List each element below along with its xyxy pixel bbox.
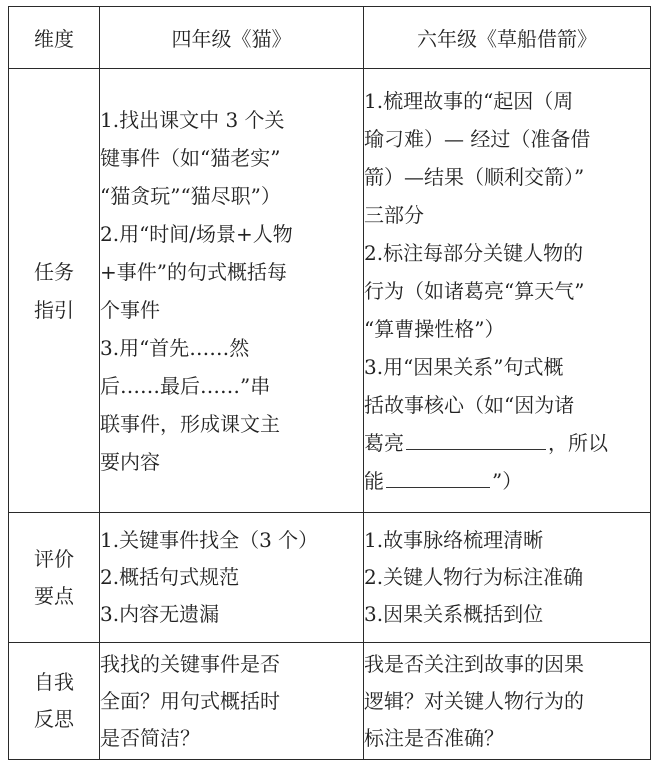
text-line: 1.梳理故事的“起因（周	[364, 88, 574, 113]
reflection-row	[9, 643, 651, 760]
text-line: 三部分	[364, 202, 424, 227]
task-grade4-cell	[100, 69, 364, 513]
evaluation-row	[9, 513, 651, 643]
text-line: 1.关键事件找全（3 个）	[100, 528, 319, 552]
text-line: 个事件	[100, 297, 160, 322]
text-line: 全面？用句式概括时	[100, 688, 280, 713]
evaluation-grade4-cell	[100, 513, 364, 643]
text-line: 键事件（如“猫老实”	[100, 145, 281, 170]
text-line: 2.概括句式规范	[100, 565, 240, 589]
blank-suffix: ”）	[492, 468, 523, 493]
evaluation-grade6-cell	[364, 513, 651, 643]
task-label-line: 指引	[34, 297, 74, 322]
task-label	[9, 69, 100, 513]
reflection-label-line: 自我	[34, 670, 74, 694]
text-line: “猫贪玩”“猫尽职”）	[100, 183, 281, 208]
text-line: 逻辑？对关键人物行为的	[364, 688, 584, 713]
fill-in-blank	[386, 486, 490, 488]
text-line: 我是否关注到故事的因果	[364, 651, 584, 676]
text-line: 2.关键人物行为标注准确	[364, 565, 584, 589]
text-line: 我找的关键事件是否	[100, 651, 280, 676]
fill-in-blank	[406, 448, 546, 450]
text-line: +事件”的句式概括每	[100, 259, 287, 284]
task-label-line: 任务	[34, 259, 74, 284]
text-line: 3.内容无遗漏	[100, 602, 220, 626]
header-row	[9, 7, 651, 69]
text-line: 要内容	[100, 449, 160, 474]
text-line: 瑜刁难）— 经过（准备借	[364, 126, 591, 151]
evaluation-label-line: 评价	[34, 546, 74, 571]
evaluation-label	[9, 513, 100, 643]
fill-blank-line	[364, 462, 650, 500]
reflection-label-line: 反思	[34, 707, 74, 731]
text-line: 3.用“因果关系”句式概	[364, 354, 564, 379]
reflection-grade6-cell	[364, 643, 651, 760]
text-line: 3.因果关系概括到位	[364, 602, 544, 626]
header-dimension: 维度	[9, 7, 100, 69]
evaluation-label-line: 要点	[34, 583, 74, 608]
fill-blank-line	[364, 424, 650, 462]
blank-prefix: 能	[364, 468, 384, 493]
text-line: 箭）—结果（顺利交箭）”	[364, 164, 585, 189]
text-line: 2.用“时间/场景+人物	[100, 221, 293, 246]
text-line: 2.标注每部分关键人物的	[364, 240, 584, 265]
reflection-label	[9, 643, 100, 760]
text-line: 后……最后……”串	[100, 373, 271, 398]
text-line: 是否简洁？	[100, 725, 200, 750]
text-line: 联事件，形成课文主	[100, 411, 280, 436]
text-line: 行为（如诸葛亮“算天气”	[364, 278, 585, 303]
comparison-table	[8, 6, 651, 760]
blank-prefix: 葛亮	[364, 430, 404, 455]
reflection-grade4-cell	[100, 643, 364, 760]
header-grade4: 四年级《猫》	[100, 7, 364, 69]
text-line: “算曹操性格”）	[364, 316, 505, 341]
text-line: 3.用“首先……然	[100, 335, 250, 360]
task-row	[9, 69, 651, 513]
text-line: 1.找出课文中 3 个关	[100, 107, 285, 132]
task-grade6-cell	[364, 69, 651, 513]
header-grade6: 六年级《草船借箭》	[364, 7, 651, 69]
text-line: 标注是否准确？	[364, 725, 504, 750]
text-line: 1.故事脉络梳理清晰	[364, 528, 544, 552]
text-line: 括故事核心（如“因为诸	[364, 392, 575, 417]
blank-suffix: ，所以	[548, 430, 608, 455]
